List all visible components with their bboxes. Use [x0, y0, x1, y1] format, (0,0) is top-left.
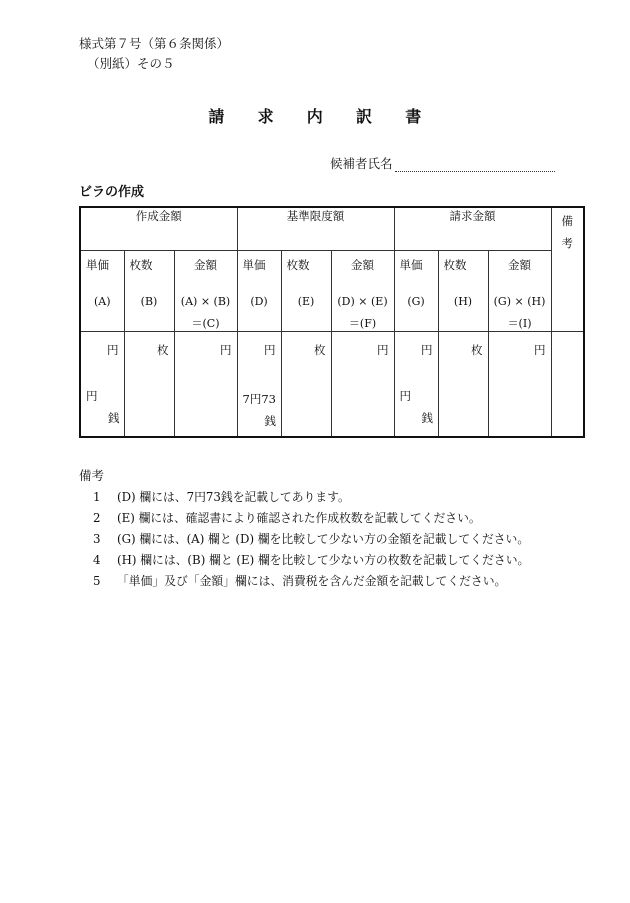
col-d: 単価 (D)	[237, 251, 281, 332]
section-title: ビラの作成	[79, 185, 145, 200]
candidate-name-field	[330, 154, 555, 172]
col-a: 単価 (A)	[80, 251, 124, 332]
note-item: 5 「単価」及び「金額」欄には、消費税を含んだ金額を記載してください。	[93, 573, 507, 588]
column-header-row	[80, 251, 584, 332]
col-e: 枚数 (E)	[281, 251, 331, 332]
cell-i[interactable]: 円	[488, 332, 551, 438]
candidate-name-line	[395, 157, 555, 172]
col-b: 枚数 (B)	[124, 251, 174, 332]
cell-b[interactable]: 枚	[124, 332, 174, 438]
cell-h[interactable]: 枚	[438, 332, 488, 438]
d-value: 7円73 銭	[242, 392, 277, 428]
note-item: 2 (E) 欄には、確認書により確認された作成枚数を記載してください。	[93, 510, 481, 525]
cell-e[interactable]: 枚	[281, 332, 331, 438]
col-c: 金額 (A) × (B) ＝(C)	[174, 251, 237, 332]
col-h: 枚数 (H)	[438, 251, 488, 332]
group-header-row	[80, 207, 584, 251]
group-standard-limit: 基準限度額	[237, 207, 394, 251]
col-g: 単価 (G)	[394, 251, 438, 332]
cell-g[interactable]: 円 円 銭	[394, 332, 438, 438]
candidate-label: 候補者氏名	[330, 156, 393, 171]
cell-a[interactable]: 円 円 銭	[80, 332, 124, 438]
col-i: 金額 (G) × (H) ＝(I)	[488, 251, 551, 332]
notes-list	[93, 486, 529, 591]
col-f: 金額 (D) × (E) ＝(F)	[331, 251, 394, 332]
cell-remarks[interactable]	[551, 332, 584, 438]
group-claim-amount: 請求金額	[394, 207, 551, 251]
cell-f[interactable]: 円	[331, 332, 394, 438]
notes-heading: 備考	[79, 468, 105, 483]
note-item: 4 (H) 欄には、(B) 欄と (E) 欄を比較して少ない方の枚数を記載してください。	[93, 552, 530, 567]
cell-d: 円 7円73 銭	[237, 332, 281, 438]
remarks-char-2: 考	[561, 236, 574, 250]
note-item: 1 (D) 欄には、7円73銭を記載してあります。	[93, 489, 350, 504]
form-number: 様式第７号（第６条関係）	[79, 36, 230, 51]
note-item: 3 (G) 欄には、(A) 欄と (D) 欄を比較して少ない方の金額を記載してください。	[93, 531, 530, 546]
sub-label: （別紙）その５	[87, 56, 175, 71]
remarks-header	[551, 207, 584, 332]
group-creation-amount: 作成金額	[80, 207, 237, 251]
remarks-char-1: 備	[561, 214, 574, 228]
page-title: 請 求 内 訳 書	[208, 107, 422, 126]
data-row	[80, 332, 584, 438]
cell-c[interactable]: 円	[174, 332, 237, 438]
invoice-table	[79, 206, 585, 438]
